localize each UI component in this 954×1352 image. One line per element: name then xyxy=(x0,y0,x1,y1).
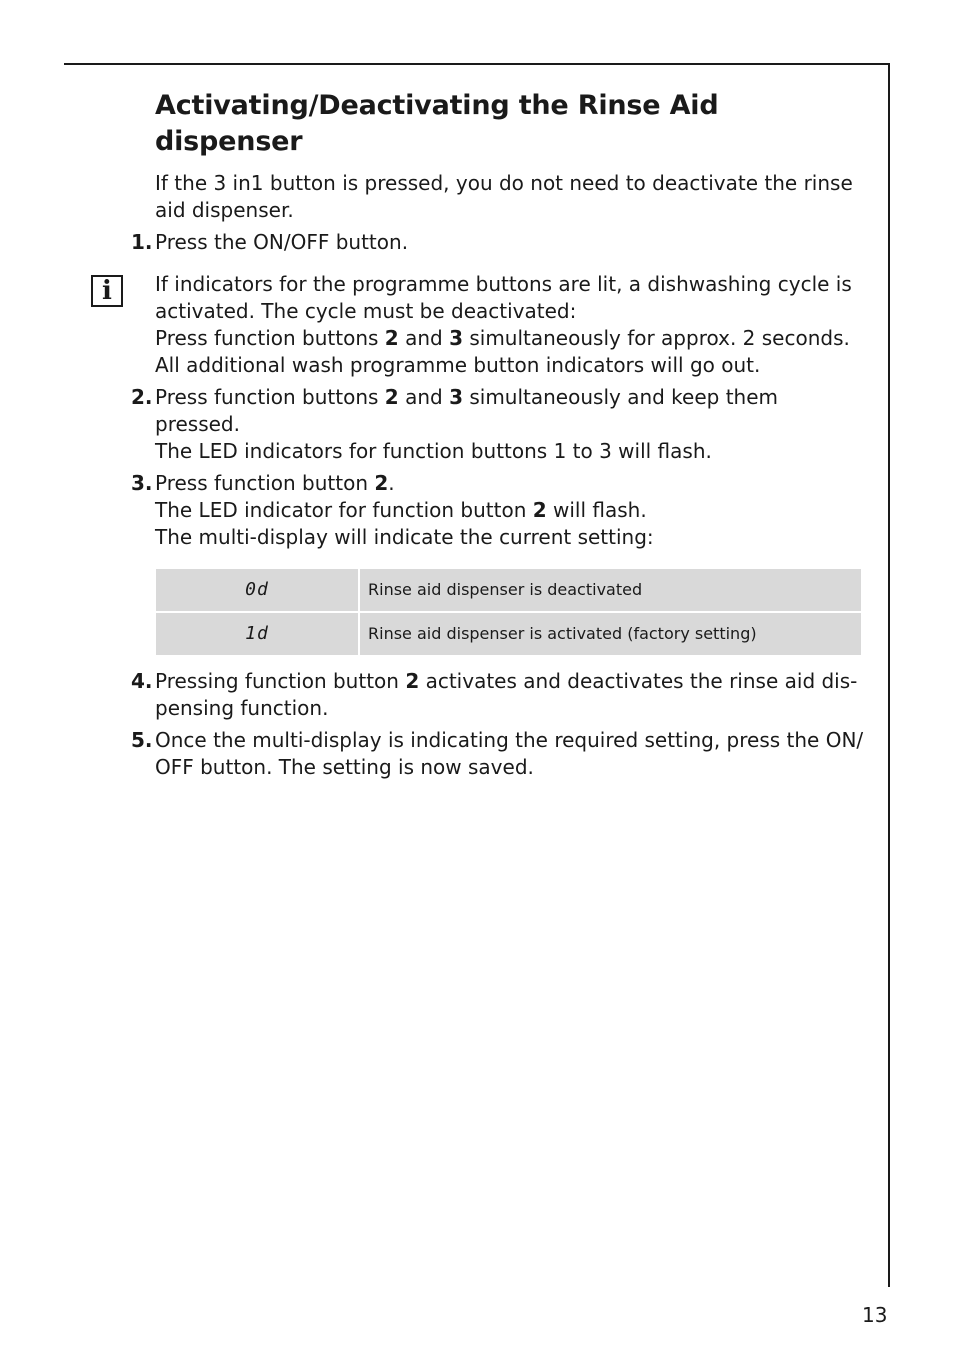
info-icon-glyph: i xyxy=(102,276,112,306)
step-text: Press function buttons 2 and 3 simultaneously and keep them pressed. xyxy=(155,385,779,436)
table-row xyxy=(155,568,862,612)
info-line-3: All additional wash programme button indicators will go out. xyxy=(155,353,761,377)
step-number: 4. xyxy=(131,669,153,693)
step-number: 5. xyxy=(131,728,153,752)
display-code: 1d xyxy=(155,612,359,656)
step-text-line-2: The LED indicators for function buttons 1 to 3 will flash. xyxy=(155,439,712,463)
info-line-1: If indicators for the programme buttons are lit, a dishwashing cycle is activated. The cycle must be deactivated: xyxy=(155,272,852,323)
step-text: Press function button 2. xyxy=(155,471,395,495)
top-rule xyxy=(64,63,890,65)
step-text: Pressing function button 2 activates and deactivates the rinse aid dis-pensing function. xyxy=(155,669,858,720)
step-number: 3. xyxy=(131,471,153,495)
step-number: 2. xyxy=(131,385,153,409)
setting-description: Rinse aid dispenser is deactivated xyxy=(359,568,862,612)
info-note xyxy=(102,271,867,379)
step-2 xyxy=(131,384,867,465)
step-text: Once the multi-display is indicating the required setting, press the ON/ OFF button. The setting is now saved. xyxy=(155,728,864,779)
step-4 xyxy=(131,668,867,722)
page-number: 13 xyxy=(862,1303,888,1327)
intro-text: If the 3 in1 button is pressed, you do not need to deactivate the rinse aid dispenser. xyxy=(155,171,853,222)
settings-table xyxy=(154,567,863,657)
page-title: Activating/Deactivating the Rinse Aid dispenser xyxy=(155,90,719,157)
step-1 xyxy=(131,229,867,256)
display-code: 0d xyxy=(155,568,359,612)
page-content xyxy=(102,88,867,781)
step-text-line-3: The multi-display will indicate the current setting: xyxy=(155,525,654,549)
table-row xyxy=(155,612,862,656)
info-line-2: Press function buttons 2 and 3 simultaneously for approx. 2 seconds. xyxy=(155,326,850,350)
info-icon xyxy=(91,275,123,307)
right-rule xyxy=(888,63,890,1287)
step-number: 1. xyxy=(131,230,153,254)
step-3 xyxy=(131,470,867,551)
step-text: Press the ON/OFF button. xyxy=(155,230,409,254)
step-5 xyxy=(131,727,867,781)
setting-description: Rinse aid dispenser is activated (factory setting) xyxy=(359,612,862,656)
step-text-line-2: The LED indicator for function button 2 will flash. xyxy=(155,498,647,522)
